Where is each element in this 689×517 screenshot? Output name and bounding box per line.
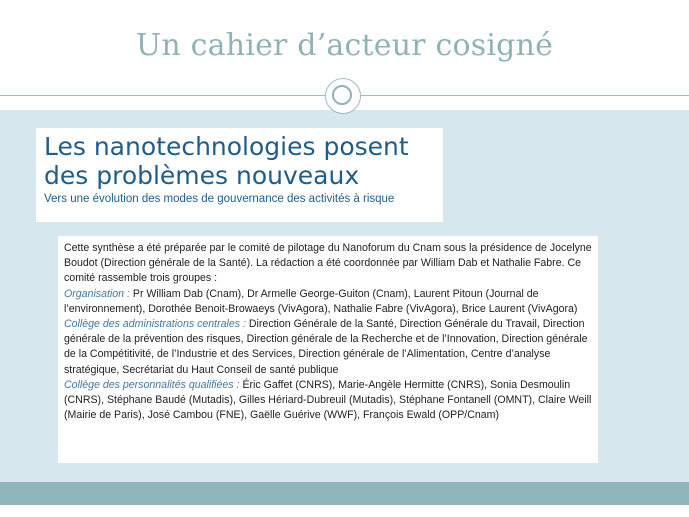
intro-paragraph: Cette synthèse a été préparée par le comité de pilotage du Nanoforum du Cnam sous la présidence de Jocelyne Boudot (Direction générale de la Santé). La rédaction a été coordonnée par William Dab et Nathalie Fabre. Ce comité rassemble trois groupes :	[64, 242, 592, 285]
heading-subtitle: Vers une évolution des modes de gouvernance des activités à risque	[44, 193, 395, 205]
bottom-margin	[0, 505, 689, 517]
section-organisation	[64, 287, 592, 317]
section-text: Direction Générale de la Santé, Direction Générale du Travail, Direction générale de la prévention des risques, Direction générale de la Recherche et de l’Innovation, Direction générale de la Compétitivité, de l’Industrie et des Services, Direction générale de l’Alimentation, Centre d’analyse stratégique, Secrétariat du Haut Conseil de santé publique	[64, 318, 588, 376]
article-heading	[36, 128, 443, 222]
section-label: Collège des administrations centrales :	[64, 318, 246, 331]
section-label: Organisation :	[64, 287, 130, 300]
section-text: Éric Gaffet (CNRS), Marie-Angèle Hermitte (CNRS), Sonia Desmoulin (CNRS), Stéphane Baudé (Mutadis), Gilles Hériard-Dubreuil (Mutadis), Stéphane Fontanell (OMNT), Claire Weill (Mairie de Paris), José Cambou (FNE), Gaëlle Guérive (WWF), François Ewald (OPP/Cnam)	[64, 378, 592, 422]
heading-line-1: Les nanotechnologies posent	[44, 132, 409, 161]
credits-text-box	[58, 236, 598, 463]
section-label: Collège des personnalités qualifiées :	[64, 378, 240, 391]
circle-ornament-icon	[325, 78, 361, 114]
section-personnalites	[64, 378, 592, 424]
section-administrations	[64, 317, 592, 378]
bottom-accent-bar	[0, 482, 689, 505]
heading-line-2: des problèmes nouveaux	[44, 161, 360, 190]
section-text: Pr William Dab (Cnam), Dr Armelle George-Guiton (Cnam), Laurent Pitoun (Journal de l’environnement), Dorothée Benoit-Browaeys (VivAgora), Nathalie Fabre (VivAgora), Brice Laurent (VivAgora)	[64, 287, 578, 315]
slide-title: Un cahier d’acteur cosigné	[135, 28, 554, 63]
